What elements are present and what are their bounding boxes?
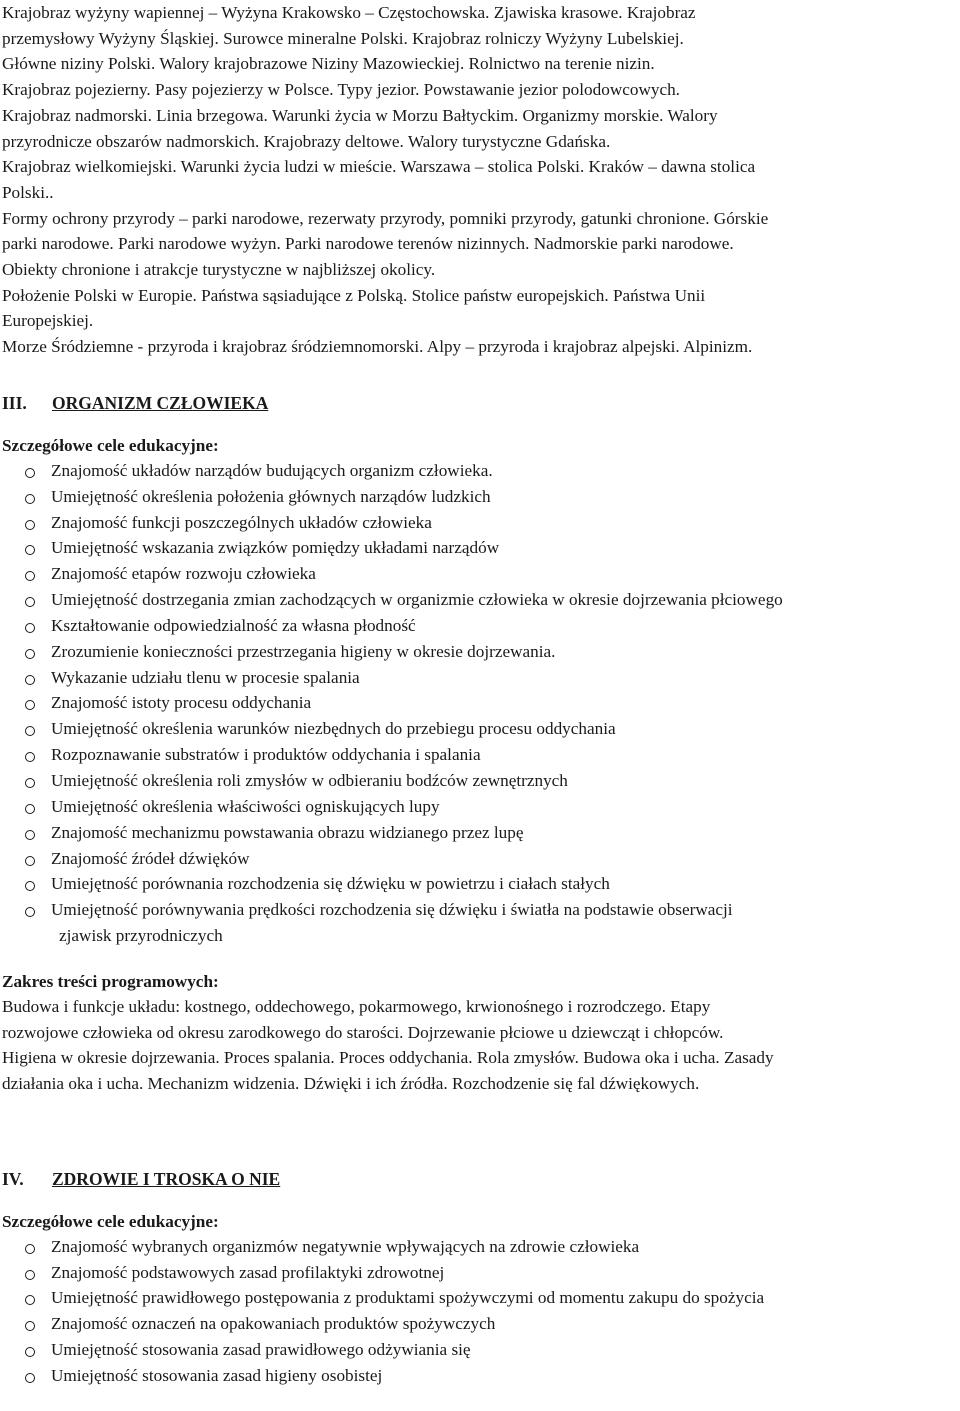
content-line: Budowa i funkcje układu: kostnego, oddechowego, pokarmowego, krwionośnego i rozrodczego. Etapy — [2, 996, 711, 1016]
content-line: rozwojowe człowieka od okresu zarodkowego do starości. Dojrzewanie płciowe u dziewcząt i chłopców. — [2, 1022, 724, 1042]
list-item: Znajomość mechanizmu powstawania obrazu widzianego przez lupę — [2, 820, 960, 846]
list-item: Umiejętność określenia warunków niezbędnych do przebiegu procesu oddychania — [2, 716, 960, 742]
goals-heading: Szczegółowe cele edukacyjne: — [2, 435, 219, 455]
list-item: Znajomość funkcji poszczególnych układów człowieka — [2, 510, 960, 536]
intro-line: Polski.. — [2, 182, 54, 202]
intro-line: Położenie Polski w Europie. Państwa sąsiadujące z Polską. Stolice państw europejskich. Państwa Unii — [2, 285, 706, 305]
intro-line: Morze Śródziemne - przyroda i krajobraz śródziemnomorski. Alpy – przyroda i krajobraz alpejski. Alpinizm. — [2, 337, 753, 357]
section-heading — [2, 1167, 960, 1192]
list-item: Umiejętność dostrzegania zmian zachodzących w organizmie człowieka w okresie dojrzewania płciowego — [2, 587, 960, 613]
intro-line: przemysłowy Wyżyny Śląskiej. Surowce mineralne Polski. Krajobraz rolniczy Wyżyny Lubelskiej. — [2, 28, 684, 48]
list-item: Umiejętność stosowania zasad prawidłowego odżywiania się — [2, 1337, 960, 1363]
section-heading — [2, 391, 960, 416]
section-title: ZDROWIE I TROSKA O NIE — [52, 1168, 281, 1189]
list-item-continuation: zjawisk przyrodniczych — [59, 926, 223, 946]
list-item: Rozpoznawanie substratów i produktów oddychania i spalania — [2, 742, 960, 768]
intro-line: parki narodowe. Parki narodowe wyżyn. Parki narodowe terenów nizinnych. Nadmorskie parki narodowe. — [2, 234, 734, 254]
list-item: Umiejętność określenia właściwości ogniskujących lupy — [2, 794, 960, 820]
list-item-text: Umiejętność porównywania prędkości rozchodzenia się dźwięku i światła na podstawie obserwacji — [51, 900, 733, 920]
goals-heading: Szczegółowe cele edukacyjne: — [2, 1211, 219, 1231]
list-item: Umiejętność wskazania związków pomiędzy układami narządów — [2, 535, 960, 561]
intro-line: Krajobraz nadmorski. Linia brzegowa. Warunki życia w Morzu Bałtyckim. Organizmy morskie. Walory — [2, 105, 718, 125]
intro-line: Krajobraz wielkomiejski. Warunki życia ludzi w mieście. Warszawa – stolica Polski. Kraków – dawna stolica — [2, 157, 756, 177]
list-item: Znajomość źródeł dźwięków — [2, 846, 960, 872]
content-paragraph — [2, 994, 960, 1097]
list-item: Znajomość wybranych organizmów negatywnie wpływających na zdrowie człowieka — [2, 1234, 960, 1260]
content-line: Higiena w okresie dojrzewania. Proces spalania. Proces oddychania. Rola zmysłów. Budowa oka i ucha. Zasady — [2, 1048, 774, 1068]
section-organizm-czlowieka — [2, 391, 960, 1097]
list-item: Znajomość etapów rozwoju człowieka — [2, 561, 960, 587]
intro-line: Europejskiej. — [2, 311, 94, 331]
section-number: IV. — [2, 1168, 24, 1189]
list-item: Znajomość istoty procesu oddychania — [2, 690, 960, 716]
section-title: ORGANIZM CZŁOWIEKA — [52, 392, 269, 413]
list-item: Umiejętność stosowania zasad higieny osobistej — [2, 1363, 960, 1389]
goals-list — [2, 458, 960, 949]
list-item — [2, 897, 960, 949]
list-item: Umiejętność prawidłowego postępowania z produktami spożywczymi od momentu zakupu do spożycia — [2, 1285, 960, 1311]
list-item: Umiejętność określenia roli zmysłów w odbieraniu bodźców zewnętrznych — [2, 768, 960, 794]
content-heading: Zakres treści programowych: — [2, 971, 219, 991]
intro-line: Krajobraz wyżyny wapiennej – Wyżyna Krakowsko – Częstochowska. Zjawiska krasowe. Krajobraz — [2, 3, 696, 22]
content-line: działania oka i ucha. Mechanizm widzenia. Dźwięki i ich źródła. Rozchodzenie się fal dźwiękowych. — [2, 1073, 700, 1093]
list-item: Kształtowanie odpowiedzialność za własna płodność — [2, 613, 960, 639]
intro-line: Obiekty chronione i atrakcje turystyczne w najbliższej okolicy. — [2, 260, 436, 280]
list-item: Znajomość podstawowych zasad profilaktyki zdrowotnej — [2, 1260, 960, 1286]
list-item: Zrozumienie konieczności przestrzegania higieny w okresie dojrzewania. — [2, 639, 960, 665]
list-item: Znajomość układów narządów budujących organizm człowieka. — [2, 458, 960, 484]
goals-list — [2, 1234, 960, 1389]
section-zdrowie — [2, 1167, 960, 1389]
list-item: Wykazanie udziału tlenu w procesie spalania — [2, 665, 960, 691]
intro-paragraphs — [2, 0, 960, 360]
list-item: Umiejętność określenia położenia głównych narządów ludzkich — [2, 484, 960, 510]
list-item: Znajomość oznaczeń na opakowaniach produktów spożywczych — [2, 1311, 960, 1337]
intro-line: Formy ochrony przyrody – parki narodowe, rezerwaty przyrody, pomniki przyrody, gatunki chronione. Górskie — [2, 208, 769, 228]
intro-line: przyrodnicze obszarów nadmorskich. Krajobrazy deltowe. Walory turystyczne Gdańska. — [2, 131, 611, 151]
intro-line: Krajobraz pojezierny. Pasy pojezierzy w Polsce. Typy jezior. Powstawanie jezior polodowcowych. — [2, 80, 680, 100]
section-number: III. — [2, 392, 27, 413]
intro-line: Główne niziny Polski. Walory krajobrazowe Niziny Mazowieckiej. Rolnictwo na terenie nizin. — [2, 54, 655, 74]
list-item: Umiejętność porównania rozchodzenia się dźwięku w powietrzu i ciałach stałych — [2, 871, 960, 897]
